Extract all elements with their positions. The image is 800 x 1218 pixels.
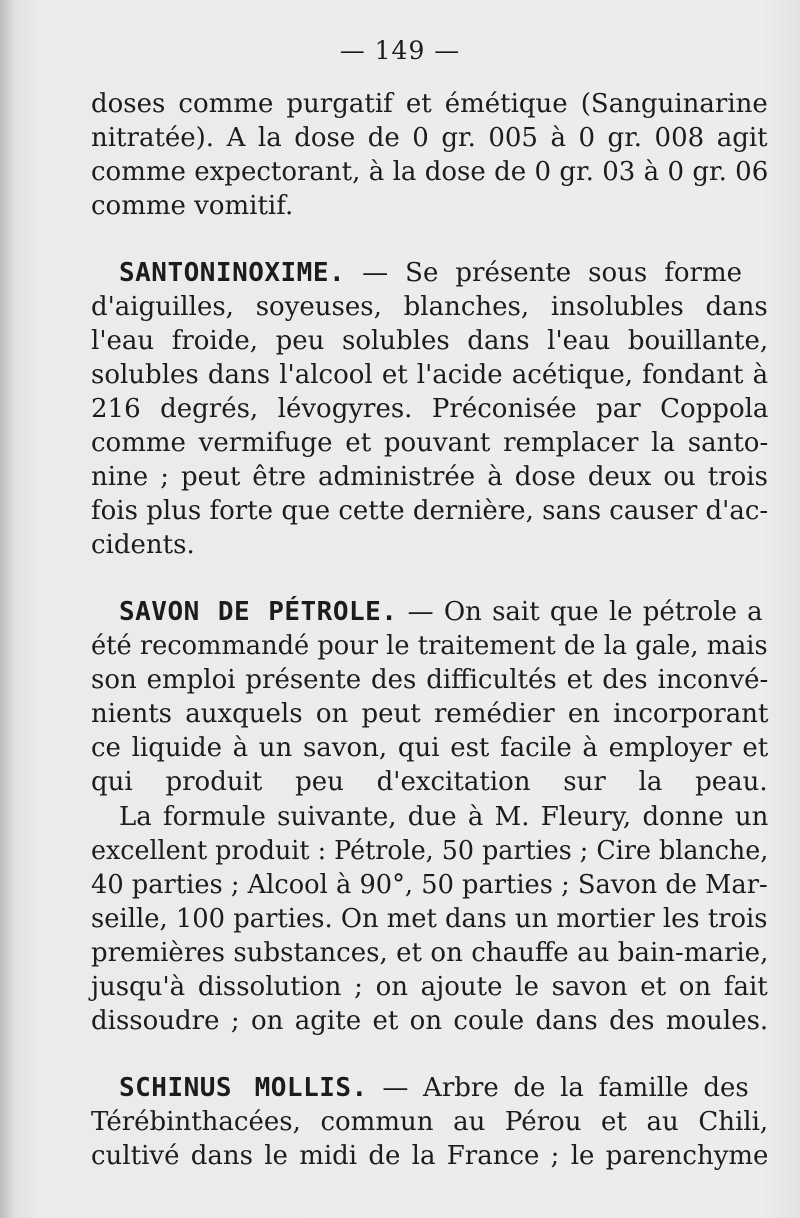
- text-line: qui produit peu d'excitation sur la peau.: [91, 767, 768, 797]
- text-line: comme vomitif.: [91, 191, 294, 221]
- text-line: solubles dans l'alcool et l'acide acétique, fondant à: [91, 360, 769, 390]
- entry-heading-savon-de-petrole: SAVON DE PÉTROLE.: [119, 597, 398, 627]
- text-line: comme vermifuge et pouvant remplacer la santo-: [91, 428, 769, 458]
- text-line: son emploi présente des difficultés et des inconvé-: [91, 665, 769, 695]
- text-line: cultivé dans le midi de la France ; le parenchyme: [91, 1141, 769, 1171]
- text-line: nine ; peut être administrée à dose deux ou trois: [91, 462, 768, 492]
- text-line: Térébinthacées, commun au Pérou et au Chili,: [91, 1107, 769, 1137]
- text-line: fois plus forte que cette dernière, sans causer d'ac-: [91, 496, 769, 526]
- entry-heading-schinus-mollis: SCHINUS MOLLIS.: [119, 1073, 368, 1103]
- text-line: premières substances, et on chauffe au bain-marie,: [91, 938, 769, 968]
- text-line: 40 parties ; Alcool à 90°, 50 parties ; Savon de Mar-: [91, 870, 768, 900]
- page-number: — 149 —: [339, 36, 461, 65]
- entry-intro-text: — On sait que le pétrole a: [407, 597, 763, 627]
- entry-first-line: [119, 595, 763, 629]
- text-line: nients auxquels on peut remédier en incorporant: [91, 699, 769, 729]
- text-line: nitratée). A la dose de 0 gr. 005 à 0 gr. 008 agit: [91, 123, 768, 153]
- entry-intro-text: — Se présente sous forme: [362, 258, 743, 288]
- text-line: jusqu'à dissolution ; on ajoute le savon et on fait: [91, 972, 768, 1002]
- text-line: cidents.: [91, 530, 195, 560]
- text-line: excellent produit : Pétrole, 50 parties ; Cire blanche,: [91, 836, 769, 866]
- text-line: ce liquide à un savon, qui est facile à employer et: [91, 733, 769, 763]
- text-line: 216 degrés, lévogyres. Préconisée par Coppola: [91, 394, 769, 424]
- entry-first-line: [119, 256, 742, 290]
- text-line: l'eau froide, peu solubles dans l'eau bouillante,: [91, 326, 769, 356]
- page-binding-edge: [0, 0, 14, 1218]
- paragraph-first-line: La formule suivante, due à M. Fleury, donne un: [119, 802, 769, 832]
- entry-intro-text: — Arbre de la famille des: [382, 1073, 749, 1103]
- text-line: seille, 100 parties. On met dans un mortier les trois: [91, 904, 768, 934]
- text-line: doses comme purgatif et émétique (Sanguinarine: [91, 89, 768, 119]
- text-line: été recommandé pour le traitement de la gale, mais: [91, 631, 768, 661]
- text-line: comme expectorant, à la dose de 0 gr. 03 à 0 gr. 06: [91, 157, 769, 187]
- entry-heading-santoninoxime: SANTONINOXIME.: [119, 258, 346, 288]
- text-line: d'aiguilles, soyeuses, blanches, insolubles dans: [91, 292, 768, 322]
- text-line: dissoudre ; on agite et on coule dans des moules.: [91, 1006, 769, 1036]
- entry-first-line: [119, 1071, 749, 1105]
